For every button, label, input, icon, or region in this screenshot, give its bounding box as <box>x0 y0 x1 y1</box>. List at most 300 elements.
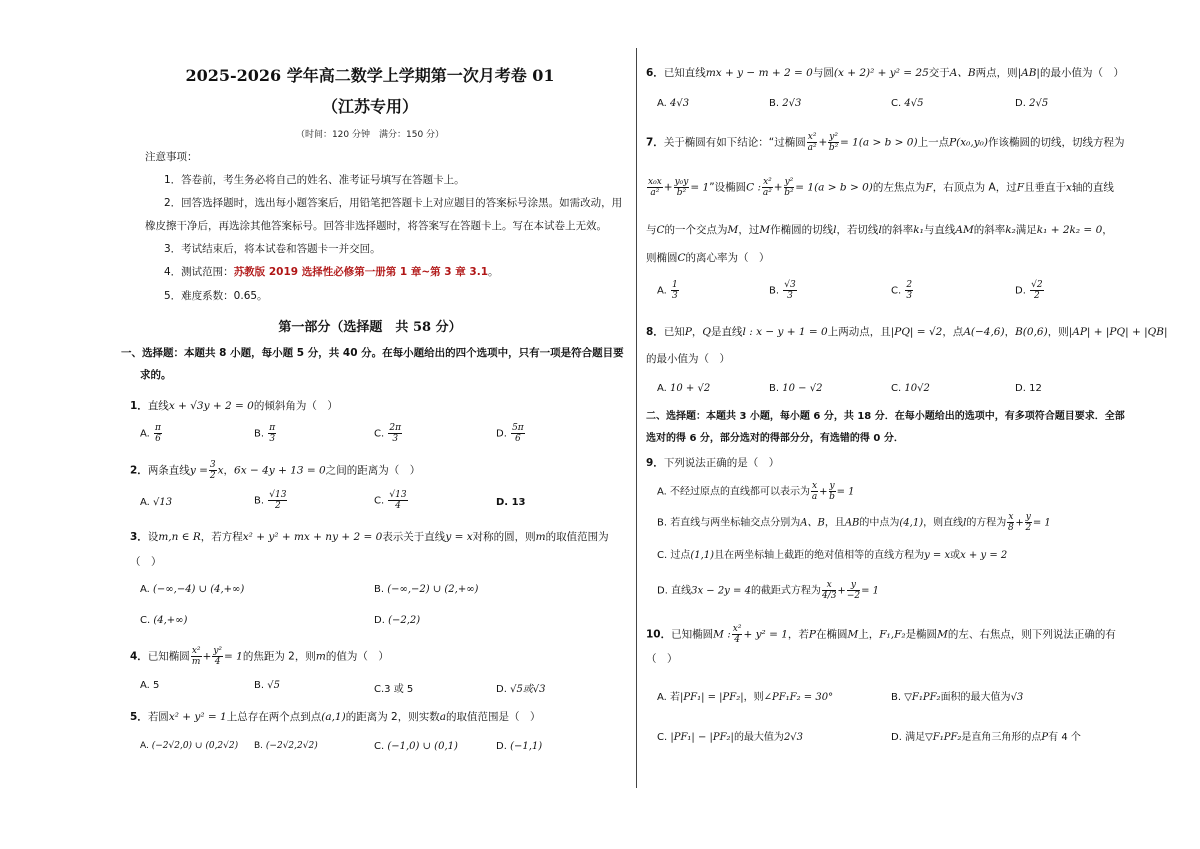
q7-frac3: $\frac{\text{x₀x}}{\text{a²}}$ <box>648 177 662 198</box>
q6-ab: |AB| <box>1017 67 1040 79</box>
q4-eq: = 1 <box>224 650 243 663</box>
q4-option-b <box>254 680 280 691</box>
q10-M2: M <box>847 628 859 641</box>
q4-d-value: √5或√3 <box>510 684 546 695</box>
note-4 <box>164 265 499 279</box>
q10-d-eq: ▽F₁PF₂ <box>925 732 962 743</box>
q3-d-value: (−2,2) <box>388 615 421 626</box>
q5-stem <box>130 710 541 724</box>
q1-a-label: A. <box>140 428 150 440</box>
q4-c-value: 3 或 5 <box>384 684 414 695</box>
q6-a-label: A. <box>657 98 667 109</box>
q9-number: 9． <box>646 457 664 469</box>
q2-d-value: 13 <box>511 497 526 508</box>
notes-heading: 注意事项： <box>145 151 198 163</box>
q7-l2-end: 轴的直线 <box>1071 181 1114 194</box>
note-5: 5．难度系数：0.65。 <box>164 290 268 302</box>
q3-a-label: A. <box>140 584 150 595</box>
q4-plus: + <box>202 650 212 663</box>
q3-eq: x² + y² + mx + ny + 2 = 0 <box>242 531 383 543</box>
q6-b-label: B. <box>769 98 780 109</box>
q10-b-eq: ▽F₁PF₂ <box>904 692 941 703</box>
q3-end: 的取值范围为 <box>545 531 609 543</box>
q7-l2-post2: ，右顶点为 A，过 <box>932 181 1017 194</box>
q9-b-frac2: $\frac{y}{2}$ <box>1025 512 1032 533</box>
q4-end: 的值为（ ） <box>325 650 389 663</box>
part1-heading: 第一部分（选择题 共 58 分） <box>278 320 462 335</box>
q7-option-a <box>657 280 680 301</box>
q9-d-pre: 直线 <box>671 585 692 597</box>
q2-frac: $\frac{3}{2}$ <box>209 460 216 481</box>
q7-frac5: $\frac{\text{x²}}{\text{a²}}$ <box>762 177 772 198</box>
q7-a-label: A. <box>657 285 667 297</box>
q4-a-value: 5 <box>153 680 160 691</box>
q7-line1: 7．关于椭圆有如下结论：“过椭圆 $\frac{\text{x²}}{\text{a²}}$ + $\frac{\text{y²}}{\text{b²}}$ = 1(a > b > 0)上一点P(x₀,y₀)作该椭圆的切线，切线方程为 <box>646 132 1125 153</box>
q7-l3-pre: 与 <box>646 224 657 236</box>
q9-c-or: 或 <box>950 550 961 561</box>
q1-d-label: D. <box>496 428 507 440</box>
q3-option-c <box>140 615 187 626</box>
q3-c-label: C. <box>140 615 151 626</box>
q8-pq: |PQ| = √2 <box>890 326 943 338</box>
q6-pre: 已知直线 <box>663 67 706 79</box>
q9-option-a: A. 不经过原点的直线都可以表示为 $\frac{x}{a}$ + $\frac{y}{b}$ = 1 <box>657 481 855 502</box>
q3-b-label: B. <box>374 584 385 595</box>
q6-mid: 与圆 <box>812 67 834 79</box>
q2-option-c <box>374 490 409 511</box>
q6-end: 两点，则 <box>975 67 1018 79</box>
q9-d-frac1: $\frac{x}{4/3}$ <box>821 580 837 601</box>
q10-a-pre: 若 <box>670 692 681 703</box>
q5-option-d <box>496 741 542 752</box>
q10-mid4: 是椭圆 <box>905 628 938 641</box>
q4-option-a <box>140 680 159 691</box>
q3-option-b <box>374 584 478 595</box>
q5-a-value: (−2√2,0) ∪ (0,2√2) <box>151 741 239 751</box>
q9-c-mid: 且在两坐标轴上截距的绝对值相等的直线方程为 <box>714 550 925 561</box>
q1-stem <box>130 399 338 413</box>
q7-l1-eq: = 1(a > b > 0) <box>839 136 918 149</box>
q9-c-eq2: x + y = 2 <box>960 550 1008 561</box>
q3-line2: （ ） <box>130 556 162 568</box>
q10-mid2: 在椭圆 <box>815 628 848 641</box>
q4-c-label: C. <box>374 684 385 695</box>
q6-a-value: 4√3 <box>670 98 690 109</box>
q7-number: 7． <box>646 136 664 149</box>
q10-eq: + y² = 1 <box>743 628 788 641</box>
q9-stem-text: 下列说法正确的是（ ） <box>663 457 780 469</box>
q6-c-label: C. <box>891 98 902 109</box>
q9-b-pre: 若直线与两坐标轴交点分别为 <box>670 517 801 529</box>
q3-number: 3． <box>130 531 148 543</box>
q4-post: 的焦距为 2，则 <box>242 650 316 663</box>
q3-eq2: y = x <box>445 531 473 543</box>
q2-b-label: B. <box>254 495 265 507</box>
q7-frac2: $\frac{\text{y²}}{\text{b²}}$ <box>828 132 839 153</box>
q6-pts: A、B <box>949 67 976 79</box>
q10-option-c <box>657 728 803 743</box>
q10-b-post: 面积的最大值为 <box>940 692 1011 703</box>
q10-end: 的左、右焦点，则下列说法正确的有 <box>947 628 1116 641</box>
q7-l4-pre: 则椭圆 <box>646 252 678 264</box>
q9-a-label: A. <box>657 486 667 498</box>
q2-eq2: 6x − 4y + 13 = 0 <box>234 464 326 477</box>
q1-c-label: C. <box>374 428 385 440</box>
q2-stem <box>130 460 420 481</box>
section2-line1: 二、选择题：本题共 3 小题，每小题 6 分，共 18 分．在每小题给出的选项中，有多项符合题目要求．全部 <box>646 411 1125 422</box>
q10-pre: 已知椭圆 <box>671 628 714 641</box>
q8-mid3: ，点 <box>942 326 964 338</box>
q7-l3-d: ，若切线 <box>836 224 879 236</box>
left-column <box>112 0 628 849</box>
q10-P: P <box>808 628 816 641</box>
q1-post: 的倾斜角为（ ） <box>253 400 338 412</box>
note-1: 1．答卷前，考生务必将自己的姓名、准考证号填写在答题卡上。 <box>164 174 465 186</box>
q7-b-label: B. <box>769 285 780 297</box>
q8-c-label: C. <box>891 383 902 394</box>
q8-option-a <box>657 383 710 394</box>
q5-pre: 若圆 <box>147 711 169 723</box>
q7-d-label: D. <box>1015 285 1026 297</box>
q10-d-post: 有 4 个 <box>1048 732 1081 743</box>
q7-l3-f: 与直线 <box>923 224 956 236</box>
q7-c-label: C. <box>891 285 902 297</box>
q8-mid: 是直线 <box>711 326 743 338</box>
q7-option-b <box>769 280 798 301</box>
q9-b-mid4: 的方程为 <box>966 517 1007 529</box>
q5-a: a <box>439 711 446 723</box>
q7-l2-c: C : <box>746 181 762 194</box>
q6-d-value: 2√5 <box>1029 98 1049 109</box>
q10-c-label: C. <box>657 732 668 743</box>
q10-option-d <box>891 728 1081 743</box>
q7-l2-F2: F <box>1016 181 1025 194</box>
q7-l3-M: M <box>727 224 739 236</box>
q10-d-mid: 是直角三角形的点 <box>961 732 1042 743</box>
q7-l2-post3: 且垂直于 <box>1024 181 1067 194</box>
q8-c-value: 10√2 <box>904 383 930 394</box>
q9-b-mid2: 的中点为 <box>859 517 900 529</box>
q7-l2-eq: = 1 <box>690 181 710 194</box>
q3-d-label: D. <box>374 615 385 626</box>
q7-line2: $\frac{\text{x₀x}}{\text{a²}}$ + $\frac{\text{y₀y}}{\text{b²}}$ = 1”设椭圆C : $\frac{\text{x²}}{\text{a²}}$ + $\frac{\text{y²}}{\text{b²}}$ = 1(a > b > 0)的左焦点为F，右顶点为 A，过F且垂直于x轴的直线 <box>648 177 1114 198</box>
q10-option-b <box>891 688 1023 703</box>
q8-option-d <box>1015 383 1042 394</box>
q10-stem <box>646 624 1116 645</box>
q10-mid3: 上， <box>858 628 880 641</box>
q4-m: m <box>315 650 326 663</box>
q10-mid: ，若 <box>787 628 809 641</box>
q6-c-value: 4√5 <box>904 98 924 109</box>
q7-l3-k1: k₁ <box>913 224 924 236</box>
column-divider <box>636 48 637 788</box>
q4-stem <box>130 646 389 667</box>
q7-frac6: $\frac{\text{y²}}{\text{b²}}$ <box>784 177 794 198</box>
q2-mid: ， <box>223 464 235 477</box>
q7-l3-e: 的斜率 <box>881 224 914 236</box>
q1-c-value: $\frac{2\pi}{3}$ <box>389 423 402 444</box>
q7-b-value: $\frac{√3}{3}$ <box>784 280 796 301</box>
q8-a-value: 10 + √2 <box>670 383 711 394</box>
q5-d-value: (−1,1) <box>510 741 543 752</box>
exam-meta: （时间：120 分钟 满分：150 分） <box>295 130 445 140</box>
q2-c-label: C. <box>374 495 385 507</box>
q10-b-v: √3 <box>1010 692 1024 703</box>
q10-a-label: A. <box>657 692 667 703</box>
q8-expr: |AP| + |PQ| + |QB| <box>1068 326 1168 338</box>
q8-option-c <box>891 383 930 394</box>
q7-option-d <box>1015 280 1045 301</box>
q7-l3-g: 的斜率 <box>973 224 1006 236</box>
q9-c-pt: (1,1) <box>690 550 715 561</box>
note-4-prefix: 4．测试范围： <box>164 266 234 278</box>
q5-c-label: C. <box>374 741 385 752</box>
q3-a-value: (−∞,−4) ∪ (4,+∞) <box>153 584 245 595</box>
q5-a-label: A. <box>140 741 149 751</box>
q7-line4 <box>646 251 770 265</box>
q7-l2-eq2: = 1(a > b > 0) <box>795 181 873 194</box>
q10-d-pre: 满足 <box>905 732 926 743</box>
q7-l2-post: 的左焦点为 <box>872 181 926 194</box>
q7-c-value: $\frac{2}{3}$ <box>906 280 913 301</box>
q7-l3-l2: l <box>878 224 882 236</box>
q3-option-d <box>374 615 420 626</box>
right-column <box>643 0 1168 849</box>
q1-b-value: $\frac{\pi}{3}$ <box>269 423 276 444</box>
q10-a-eq: |PF₁| = |PF₂| <box>680 692 744 703</box>
q2-option-b <box>254 490 288 511</box>
q2-post: 之间的距离为（ ） <box>325 464 421 477</box>
q10-c-eq: |PF₁| − |PF₂| <box>670 732 734 743</box>
exam-title: 2025-2026 学年高二数学上学期第一次月考卷 01 <box>185 66 555 85</box>
q8-line2: 的最小值为（ ） <box>646 353 730 365</box>
q8-c2: ， <box>1004 326 1016 338</box>
q9-a-frac1: $\frac{x}{a}$ <box>811 481 818 502</box>
q5-mid: 上总存在两个点到点 <box>226 711 322 723</box>
q3-c-value: (4,+∞) <box>153 615 188 626</box>
q2-a-label: A. <box>140 497 150 508</box>
q7-l3-end: ， <box>1102 224 1113 236</box>
q7-frac4: $\frac{\text{y₀y}}{\text{b²}}$ <box>674 177 689 198</box>
q10-line2: （ ） <box>646 653 678 665</box>
q8-c1: ， <box>691 326 703 338</box>
q1-option-c <box>374 423 403 444</box>
note-2a: 2．回答选择题时，选出每小题答案后，用铅笔把答题卡上对应题目的答案标号涂黑。如需改动，用 <box>164 197 623 209</box>
q1-option-a <box>140 423 163 444</box>
q6-stem <box>646 66 1124 80</box>
q3-m: m,n ∈ R <box>158 531 201 543</box>
q1-equation: x + √3y + 2 = 0 <box>168 400 254 412</box>
q7-frac1: $\frac{\text{x²}}{\text{a²}}$ <box>807 132 817 153</box>
q9-b-label: B. <box>657 517 668 529</box>
q8-Q: Q <box>702 326 711 338</box>
q9-d-eq2: = 1 <box>861 585 880 597</box>
q9-a-frac2: $\frac{y}{b}$ <box>829 481 835 502</box>
q5-post: 的距离为 2，则实数 <box>345 711 440 723</box>
q1-b-label: B. <box>254 428 265 440</box>
note-3: 3．考试结束后，将本试卷和答题卡一并交回。 <box>164 243 381 255</box>
q4-option-c <box>374 680 413 695</box>
q8-option-b <box>769 383 822 394</box>
q9-b-pt: (4,1) <box>899 517 924 529</box>
q7-l3-eq: k₁ + 2k₂ = 0 <box>1036 224 1103 236</box>
q8-B: B(0,6) <box>1015 326 1048 338</box>
q9-b-ab: A、B <box>800 517 825 529</box>
q4-frac2: $\frac{\text{y²}}{4}$ <box>213 646 223 667</box>
q10-c-post: 的最大值为 <box>733 732 784 743</box>
q7-l3-h: 满足 <box>1015 224 1037 236</box>
q7-l3-c: 作椭圆的切线 <box>770 224 834 236</box>
q6-d-label: D. <box>1015 98 1026 109</box>
q8-b-label: B. <box>769 383 780 394</box>
q3-post: 对称的圆，则 <box>472 531 536 543</box>
q5-b-value: (−2√2,2√2) <box>265 741 318 751</box>
q9-a-eq: = 1 <box>836 486 855 498</box>
q8-P: P <box>684 326 692 338</box>
q1-number: 1． <box>130 400 148 412</box>
q9-b-l: l <box>963 517 967 529</box>
q4-pre: 已知椭圆 <box>147 650 190 663</box>
q2-number: 2． <box>130 464 148 477</box>
q6-post: 交于 <box>928 67 950 79</box>
q2-eq1: y = <box>189 464 208 477</box>
q10-a-eq2: ∠PF₁F₂ = 30° <box>763 692 834 703</box>
q7-line3 <box>646 223 1113 237</box>
q6-end2: 的最小值为（ ） <box>1039 67 1124 79</box>
q4-frac1: $\frac{\text{x²}}{m}$ <box>191 646 201 667</box>
q4-a-label: A. <box>140 680 150 691</box>
q7-l3-AM: AM <box>955 224 974 236</box>
q2-c-value: $\frac{√13}{4}$ <box>389 490 407 511</box>
q8-A: A(−4,6) <box>963 326 1005 338</box>
q8-number: 8． <box>646 326 664 338</box>
q8-d-label: D. <box>1015 383 1026 394</box>
section2-line2: 选对的得 6 分，部分选对的得部分分，有选错的得 0 分． <box>646 433 904 444</box>
q2-pre: 两条直线 <box>147 464 190 477</box>
note-4-end: 。 <box>488 266 499 278</box>
q5-option-c <box>374 741 458 752</box>
q7-l3-l: l <box>833 224 837 236</box>
note-2b: 橡皮擦干净后，再选涂其他答案标号。回答非选择题时，将答案写在答题卡上。写在本试卷上无效。 <box>145 220 607 232</box>
q9-option-d: D. 直线3x − 2y = 4的截距式方程为 $\frac{x}{4/3}$ + $\frac{y}{-2}$ = 1 <box>657 580 880 601</box>
q7-l3-C: C <box>656 224 665 236</box>
q7-l2-x: x <box>1066 181 1072 194</box>
q9-stem <box>646 456 779 470</box>
q1-d-value: $\frac{5\pi}{6}$ <box>512 423 524 444</box>
q2-option-d <box>496 497 526 508</box>
q7-l1-pre: 关于椭圆有如下结论：“过椭圆 <box>663 136 806 149</box>
q7-l2-mid: ”设椭圆 <box>709 181 747 194</box>
q3-mid: ，若方程 <box>200 531 243 543</box>
q10-F: F₁,F₂ <box>879 628 906 641</box>
q2-option-a <box>140 497 172 508</box>
q9-d-label: D. <box>657 585 668 597</box>
q2-a-value: √13 <box>153 497 173 508</box>
q9-d-eq: 3x − 2y = 4 <box>691 585 751 597</box>
q4-b-value: √5 <box>267 680 280 691</box>
q10-d-P: P <box>1041 732 1049 743</box>
q3-b-value: (−∞,−2) ∪ (2,+∞) <box>387 584 479 595</box>
q7-l1-post: 作该椭圆的切线，切线方程为 <box>987 136 1125 149</box>
q4-option-d <box>496 680 546 695</box>
q5-eq: x² + y² = 1 <box>168 711 227 723</box>
q7-a-value: $\frac{1}{3}$ <box>672 280 678 301</box>
q10-c-v: 2√3 <box>783 732 804 743</box>
q5-b-label: B. <box>254 741 264 751</box>
q3-stem <box>130 530 609 544</box>
q9-b-frac1: $\frac{x}{8}$ <box>1007 512 1014 533</box>
q7-l1-pt: P(x₀,y₀) <box>949 136 988 149</box>
q2-d-label: D. <box>496 497 509 508</box>
q6-option-c <box>891 98 923 109</box>
q5-pt: (a,1) <box>321 711 346 723</box>
q10-a-mid: ，则 <box>743 692 764 703</box>
q10-M: M : <box>713 628 731 641</box>
q9-d-frac2: $\frac{y}{-2}$ <box>846 580 861 601</box>
q7-l3-b: ，过 <box>738 224 760 236</box>
q6-option-a <box>657 98 689 109</box>
q8-mid4: ，则 <box>1047 326 1069 338</box>
q9-b-mid3: ，则直线 <box>923 517 964 529</box>
q10-option-a <box>657 688 833 703</box>
q3-m2: m <box>535 531 546 543</box>
q8-mid2: 上两动点，且 <box>827 326 891 338</box>
q7-l3-k2: k₂ <box>1005 224 1016 236</box>
note-4-scope: 苏教版 2019 选择性必修第一册第 1 章~第 3 章 3.1 <box>233 266 489 278</box>
q9-option-c <box>657 546 1007 561</box>
q2-b-value: $\frac{√13}{2}$ <box>269 490 287 511</box>
q9-c-pre: 过点 <box>670 550 691 561</box>
q5-c-value: (−1,0) ∪ (0,1) <box>387 741 458 752</box>
q8-a-label: A. <box>657 383 667 394</box>
q5-end: 的取值范围是（ ） <box>446 711 541 723</box>
q9-b-AB: AB <box>844 517 860 529</box>
q8-d-value: 12 <box>1029 383 1042 394</box>
q2-eq1b: x <box>217 464 224 477</box>
q8-b-value: 10 − √2 <box>782 383 823 394</box>
q5-option-a <box>140 741 238 751</box>
q6-option-b <box>769 98 801 109</box>
q7-l3-M2: M <box>759 224 771 236</box>
q7-l4-post: 的离心率为（ ） <box>685 252 770 264</box>
q10-frac: $\frac{\text{x²}}{4}$ <box>732 624 742 645</box>
q9-d-mid: 的截距式方程为 <box>750 585 821 597</box>
q6-eq2: (x + 2)² + y² = 25 <box>833 67 929 79</box>
q3-mid2: 表示关于直线 <box>382 531 446 543</box>
q1-a-value: $\frac{\pi}{6}$ <box>155 423 161 444</box>
q1-option-d <box>496 423 526 444</box>
q8-stem <box>646 325 1168 339</box>
q7-l2-F: F <box>925 181 933 194</box>
q9-c-eq1: y = x <box>924 550 951 561</box>
q4-d-label: D. <box>496 684 507 695</box>
q6-option-d <box>1015 98 1048 109</box>
q9-b-eq: = 1 <box>1032 517 1051 529</box>
q9-a-pre: 不经过原点的直线都可以表示为 <box>670 486 811 498</box>
q7-l3-a: 的一个交点为 <box>664 224 728 236</box>
q7-option-c <box>891 280 914 301</box>
section1-line2: 求的。 <box>140 369 172 381</box>
q5-option-b <box>254 741 318 751</box>
q3-pre: 设 <box>147 531 159 543</box>
q9-c-label: C. <box>657 550 668 561</box>
q10-d-label: D. <box>891 732 902 743</box>
q1-option-b <box>254 423 277 444</box>
q6-eq1: mx + y − m + 2 = 0 <box>705 67 813 79</box>
q5-d-label: D. <box>496 741 507 752</box>
q7-l1-mid: 上一点 <box>917 136 950 149</box>
q7-d-value: $\frac{√2}{2}$ <box>1031 280 1043 301</box>
